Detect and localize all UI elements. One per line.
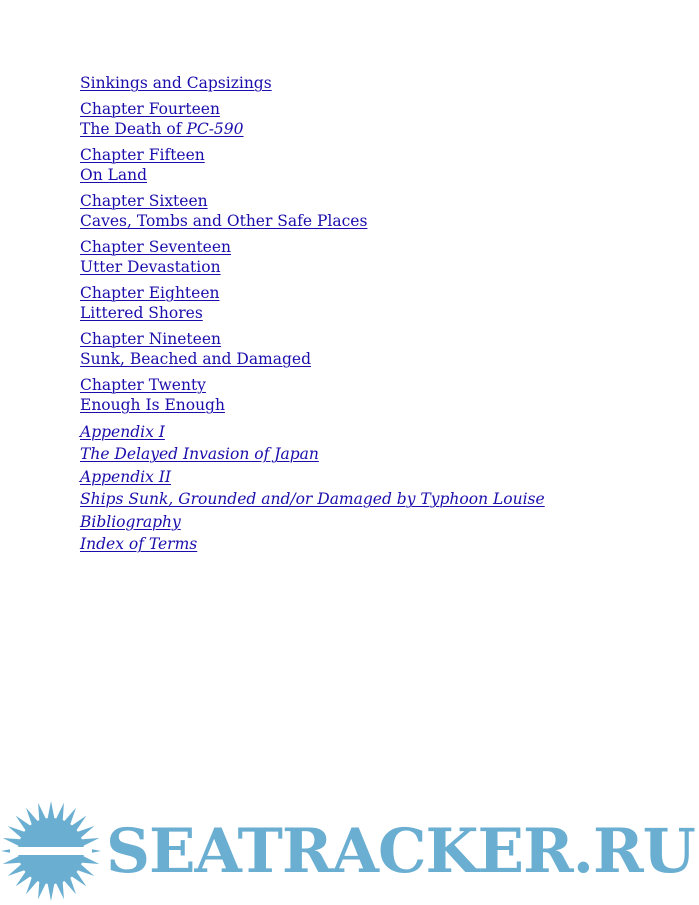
toc-back-matter [80, 421, 640, 556]
toc-link-chapter-20-title[interactable]: Enough Is Enough [80, 396, 225, 414]
watermark [0, 800, 699, 905]
sun-logo-icon [0, 800, 102, 902]
toc-link-appendix-1[interactable]: Appendix I [80, 422, 165, 441]
toc-link-appendix-1-title[interactable]: The Delayed Invasion of Japan [80, 445, 319, 463]
chapter-14-title-prefix: The Death of [80, 120, 187, 138]
toc-link-chapter-17-title[interactable]: Utter Devastation [80, 258, 221, 276]
toc-link-appendix-2-title[interactable]: Ships Sunk, Grounded and/or Damaged by Typhoon Louise [80, 490, 545, 508]
toc-link-chapter-16-title[interactable]: Caves, Tombs and Other Safe Places [80, 212, 368, 230]
toc-entry-chapter-19 [80, 329, 640, 370]
toc-link-chapter-17-number[interactable]: Chapter Seventeen [80, 237, 232, 256]
toc-link-index-of-terms[interactable]: Index of Terms [80, 535, 198, 553]
toc-link-chapter-19-number[interactable]: Chapter Nineteen [80, 329, 221, 348]
toc-link-chapter-18-number[interactable]: Chapter Eighteen [80, 283, 220, 302]
toc-link-chapter-15-title[interactable]: On Land [80, 166, 148, 184]
table-of-contents [80, 73, 640, 556]
toc-link-chapter-15-number[interactable]: Chapter Fifteen [80, 145, 205, 164]
watermark-text: SEATRACKER.RU [106, 816, 695, 887]
chapter-14-title-ship: PC-590 [186, 120, 244, 138]
toc-entry-chapter-15 [80, 145, 640, 186]
toc-link-chapter-19-title[interactable]: Sunk, Beached and Damaged [80, 350, 312, 368]
toc-link-chapter-14-title[interactable] [80, 119, 640, 140]
toc-entry-chapter-20 [80, 375, 640, 416]
toc-entry-chapter-18 [80, 283, 640, 324]
toc-link-chapter-18-title[interactable]: Littered Shores [80, 304, 203, 322]
toc-entry-chapter-16 [80, 191, 640, 232]
toc-link-chapter-14-number[interactable]: Chapter Fourteen [80, 99, 220, 118]
toc-link-chapter-16-number[interactable]: Chapter Sixteen [80, 191, 208, 210]
toc-entry-chapter-17 [80, 237, 640, 278]
toc-entry-chapter-14 [80, 99, 640, 140]
toc-link-chapter-20-number[interactable]: Chapter Twenty [80, 375, 206, 394]
toc-link-bibliography[interactable]: Bibliography [80, 512, 181, 531]
toc-link-appendix-2[interactable]: Appendix II [80, 467, 171, 486]
toc-link-sinkings[interactable]: Sinkings and Capsizings [80, 74, 272, 92]
